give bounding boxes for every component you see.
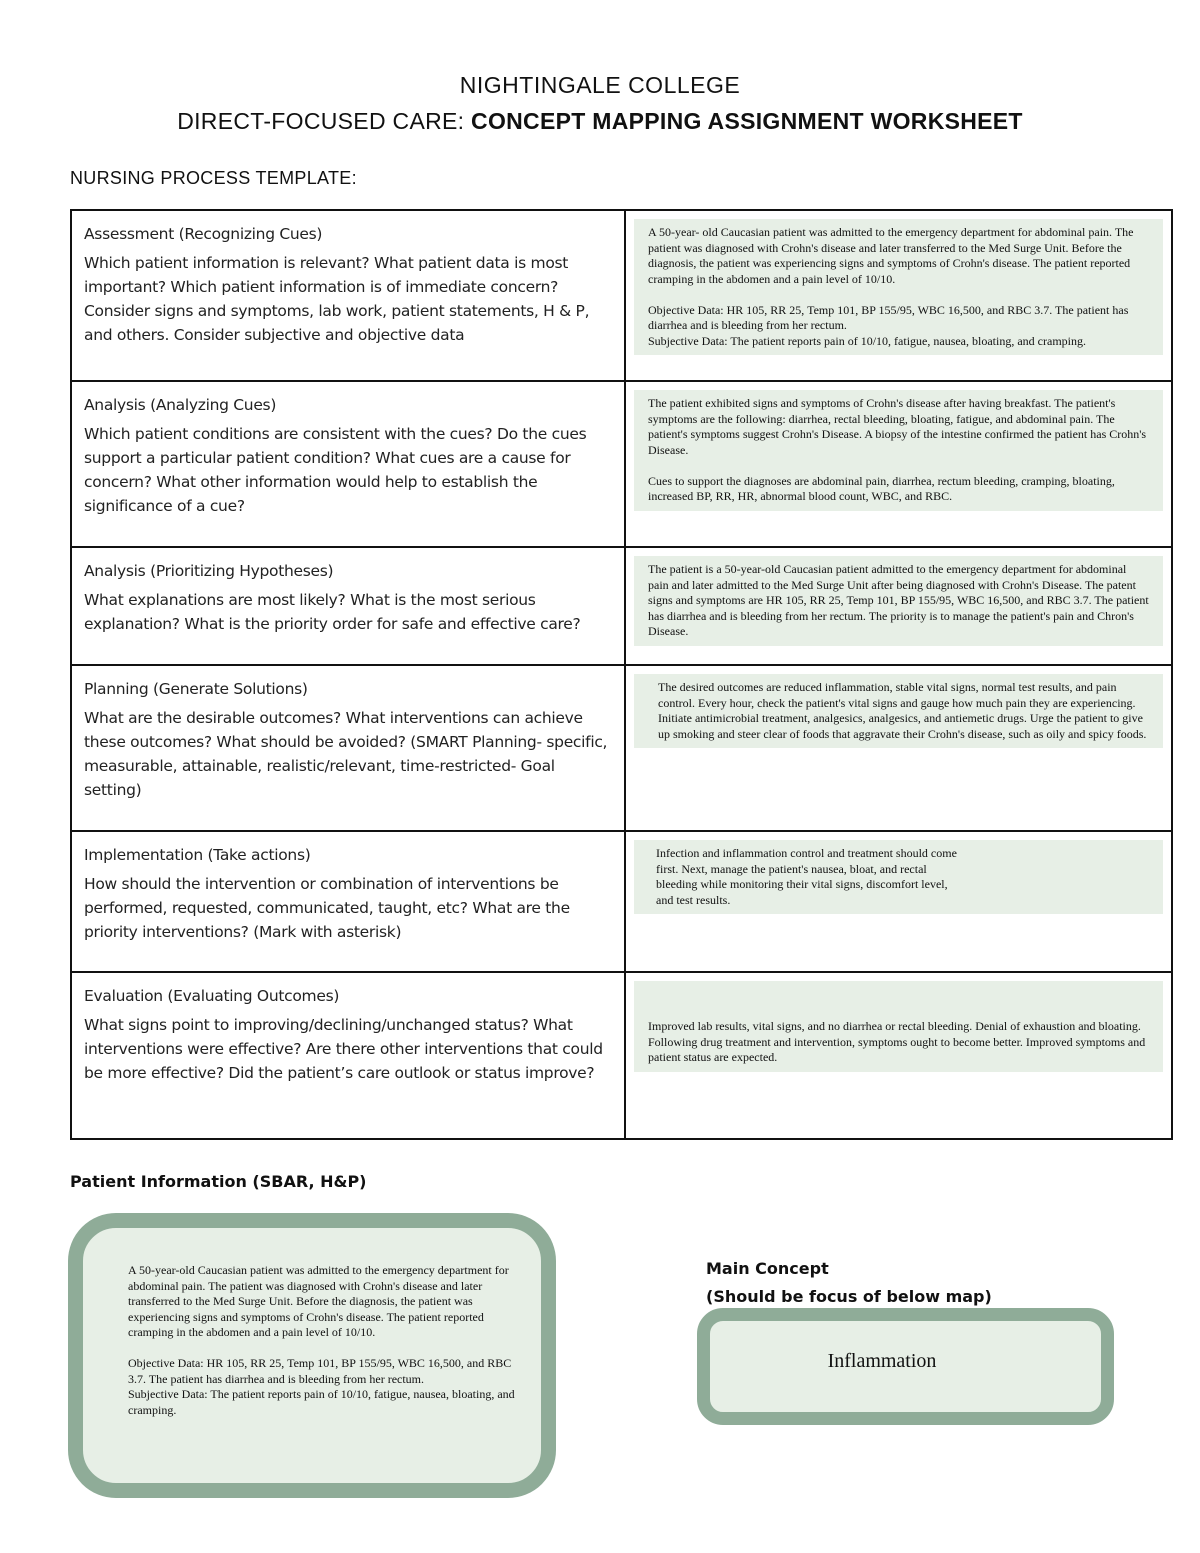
question-cell — [71, 547, 625, 665]
row-heading: Analysis (Analyzing Cues) — [84, 396, 277, 414]
table-row-analyzing-cues — [71, 381, 1172, 547]
question-cell — [71, 831, 625, 972]
answer-text[interactable]: Improved lab results, vital signs, and no diarrhea or rectal bleeding. Denial of exhaustion and bloating. Following drug treatment and intervention, symptoms ought to become better. Improved symptoms and patient status are expected. — [634, 981, 1163, 1072]
question-cell — [71, 381, 625, 547]
row-heading: Implementation (Take actions) — [84, 846, 311, 864]
table-row-implementation — [71, 831, 1172, 972]
row-heading: Evaluation (Evaluating Outcomes) — [84, 987, 340, 1005]
main-concept-label-line2: (Should be focus of below map) — [706, 1287, 992, 1306]
row-question: How should the intervention or combination of interventions be performed, requested, communicated, taught, etc? What are the priority interventions? (Mark with asterisk) — [84, 875, 570, 941]
patient-info-text[interactable]: A 50-year-old Caucasian patient was admitted to the emergency department for abdominal pain. The patient was diagnosed with Crohn's disease and later transferred to the Med Surge Unit. Before the diagnosis, the patient was experiencing signs and symptoms of Crohn's disease. The patient reported cramping in the abdomen and a pain level of 10/10. Objective Data: HR 105, RR 25, Temp 101, BP 155/95, WBC 16,500, and RBC 3.7. The patient has diarrhea and is bleeding from her rectum. Subjective Data: The patient reports pain of 10/10, fatigue, nausea, bloating, and cramping. — [128, 1263, 515, 1417]
main-concept-label — [706, 1255, 992, 1311]
row-heading: Analysis (Prioritizing Hypotheses) — [84, 562, 334, 580]
row-question: Which patient information is relevant? What patient data is most important? Which patient information is of immediate concern? Consider signs and symptoms, lab work, patient statements, H & P, and others. Consider subjective and objective data — [84, 254, 590, 344]
nursing-process-table — [70, 209, 1173, 1140]
answer-text[interactable]: A 50-year- old Caucasian patient was admitted to the emergency department for abdominal pain. The patient was diagnosed with Crohn's disease and later transferred to the Med Surge Unit. Before the diagnosis, the patient was experiencing signs and symptoms of Crohn's disease. The patient reported cramping in the abdomen and a pain level of 10/10. Objective Data: HR 105, RR 25, Temp 101, BP 155/95, WBC 16,500, and RBC 3.7. The patient has diarrhea and is bleeding from her rectum. Subjective Data: The patient reports pain of 10/10, fatigue, nausea, bloating, and cramping. — [634, 219, 1163, 355]
answer-text[interactable]: The patient exhibited signs and symptoms of Crohn's disease after having breakfast. The patient's symptoms are the following: diarrhea, rectal bleeding, bloating, fatigue, and abdominal pain. The patient's symptoms suggest Crohn's Disease. A biopsy of the intestine confirmed the patient has Crohn's Disease. Cues to support the diagnoses are abdominal pain, diarrhea, rectum bleeding, cramping, bloating, increased BP, RR, HR, abnormal blood count, WBC, and RBC. — [634, 390, 1163, 511]
answer-cell — [625, 665, 1172, 831]
question-cell — [71, 972, 625, 1139]
table-row-prioritizing — [71, 547, 1172, 665]
worksheet-title-bold: CONCEPT MAPPING ASSIGNMENT WORKSHEET — [471, 108, 1023, 134]
table-row-assessment — [71, 210, 1172, 381]
answer-cell — [625, 210, 1172, 381]
patient-info-label: Patient Information (SBAR, H&P) — [70, 1172, 367, 1191]
college-title: NIGHTINGALE COLLEGE — [459, 72, 741, 98]
worksheet-title — [0, 108, 1200, 135]
main-concept-label-line1: Main Concept — [706, 1259, 829, 1278]
row-question: What are the desirable outcomes? What interventions can achieve these outcomes? What should be avoided? (SMART Planning- specific, measurable, attainable, realistic/relevant, time-restricted- Goal setting) — [84, 709, 608, 799]
answer-cell — [625, 831, 1172, 972]
answer-text[interactable]: The patient is a 50-year-old Caucasian patient admitted to the emergency department for abdominal pain and later admitted to the Med Surge Unit after being diagnosed with Crohn's Disease. The patent signs and symptoms are HR 105, RR 25, Temp 101, BP 155/95, WBC 16,500, and RBC 3.7. The patient has diarrhea and is bleeding from her rectum. The priority is to manage the patient's pain and Chron's Disease. — [634, 556, 1163, 646]
answer-text[interactable]: The desired outcomes are reduced inflammation, stable vital signs, normal test results, and pain control. Every hour, check the patient's vital signs and gauge how much pain they are experiencing. Initiate antimicrobial treatment, analgesics, analgesics, and antiemetic drugs. Urge the patient to give up smoking and steer clear of foods that aggravate their Crohn's disease, such as oily and spicy foods. — [634, 674, 1163, 748]
main-concept-value[interactable]: Inflammation — [827, 1350, 937, 1372]
answer-text[interactable]: Infection and inflammation control and treatment should come first. Next, manage the patient's nausea, bloat, and rectal bleeding while monitoring their vital signs, discomfort level, and test results. — [634, 840, 1163, 914]
row-question: Which patient conditions are consistent with the cues? Do the cues support a particular patient condition? What cues are a cause for concern? What other information would help to establish the significance of a cue? — [84, 425, 587, 515]
template-subtitle: NURSING PROCESS TEMPLATE: — [70, 168, 357, 188]
question-cell — [71, 210, 625, 381]
question-cell — [71, 665, 625, 831]
row-question: What explanations are most likely? What is the most serious explanation? What is the priority order for safe and effective care? — [84, 591, 581, 633]
answer-cell — [625, 547, 1172, 665]
row-question: What signs point to improving/declining/unchanged status? What interventions were effective? Are there other interventions that could be more effective? Did the patient’s care outlook or status improve? — [84, 1016, 603, 1082]
answer-cell — [625, 972, 1172, 1139]
row-heading: Assessment (Recognizing Cues) — [84, 225, 323, 243]
worksheet-title-plain: DIRECT-FOCUSED CARE: — [177, 108, 472, 134]
answer-cell — [625, 381, 1172, 547]
table-row-evaluation — [71, 972, 1172, 1139]
table-row-planning — [71, 665, 1172, 831]
row-heading: Planning (Generate Solutions) — [84, 680, 308, 698]
